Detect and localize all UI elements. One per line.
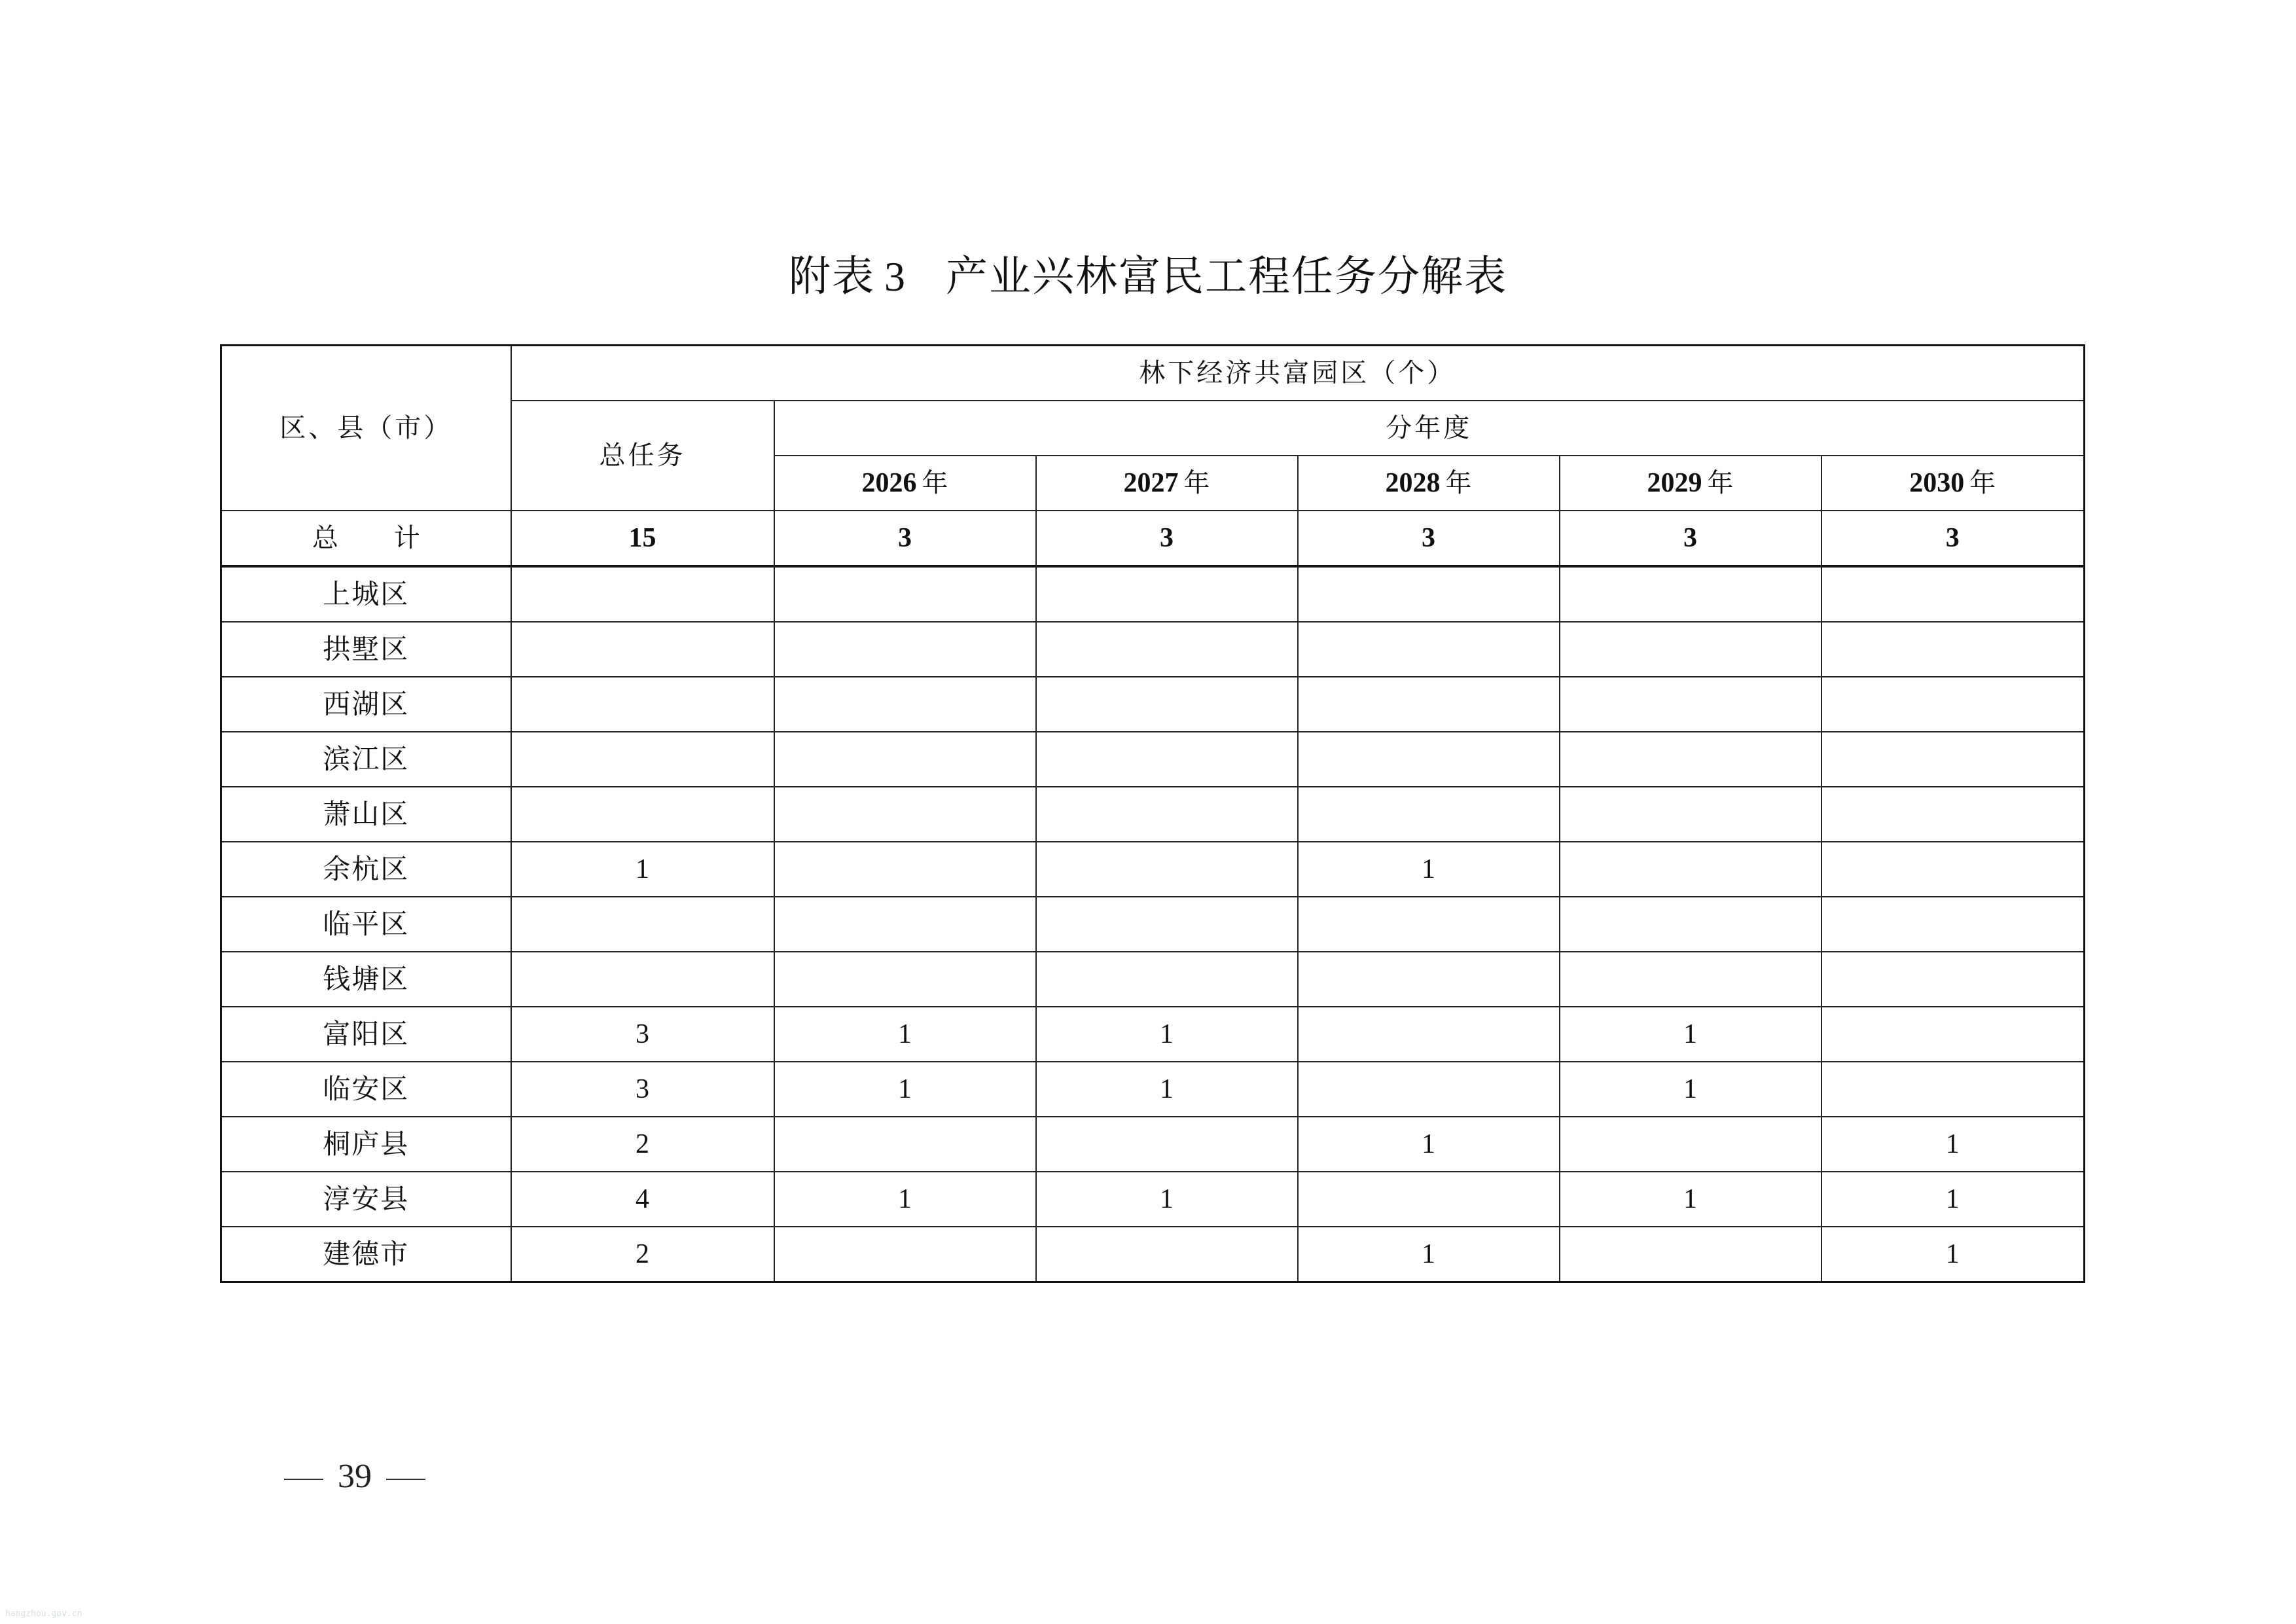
- district-year-value: 1: [1821, 1227, 2085, 1282]
- district-year-value: [774, 1227, 1036, 1282]
- by-year-header: 分年度: [774, 401, 2085, 456]
- district-name: 上城区: [221, 566, 511, 622]
- year-suffix: 年: [922, 468, 948, 498]
- district-year-value: 1: [1298, 1227, 1560, 1282]
- district-total: 1: [511, 842, 774, 897]
- year-suffix: 年: [1183, 468, 1210, 498]
- district-year-value: [774, 842, 1036, 897]
- district-year-value: [1821, 1062, 2085, 1117]
- district-year-value: [774, 787, 1036, 842]
- district-total: [511, 566, 774, 622]
- district-year-value: [1821, 1007, 2085, 1062]
- total-row: [221, 511, 2085, 566]
- district-total: [511, 897, 774, 952]
- table-row: [221, 952, 2085, 1007]
- page-title: [0, 247, 2296, 306]
- total-row-2028: 3: [1298, 511, 1560, 566]
- district-name: 临安区: [221, 1062, 511, 1117]
- district-year-value: 1: [1560, 1062, 1821, 1117]
- district-total: [511, 952, 774, 1007]
- district-year-value: [1036, 952, 1298, 1007]
- district-year-value: [1036, 1117, 1298, 1172]
- year-value: 2028: [1385, 468, 1441, 498]
- district-year-value: [774, 1117, 1036, 1172]
- district-year-value: [1560, 1227, 1821, 1282]
- district-total: 3: [511, 1062, 774, 1117]
- district-year-value: [1036, 622, 1298, 677]
- district-year-value: [774, 732, 1036, 787]
- district-year-value: 1: [774, 1062, 1036, 1117]
- dash-left: [284, 1479, 323, 1480]
- district-year-value: [1560, 897, 1821, 952]
- district-total: 2: [511, 1117, 774, 1172]
- title-prefix: 附表: [789, 253, 875, 301]
- district-year-value: 1: [1560, 1172, 1821, 1227]
- district-year-value: [1298, 677, 1560, 732]
- year-header-2030: [1821, 456, 2085, 511]
- district-year-value: [774, 566, 1036, 622]
- district-total: [511, 677, 774, 732]
- district-total: [511, 622, 774, 677]
- district-name: 拱墅区: [221, 622, 511, 677]
- year-suffix: 年: [1707, 468, 1734, 498]
- district-name: 淳安县: [221, 1172, 511, 1227]
- district-year-value: 1: [1036, 1172, 1298, 1227]
- district-year-value: [1821, 622, 2085, 677]
- district-year-value: [774, 622, 1036, 677]
- district-year-value: [1036, 566, 1298, 622]
- district-name: 萧山区: [221, 787, 511, 842]
- district-year-value: [1298, 1007, 1560, 1062]
- year-header-2026: [774, 456, 1036, 511]
- year-header-2027: [1036, 456, 1298, 511]
- district-year-value: 1: [774, 1172, 1036, 1227]
- table-row: [221, 897, 2085, 952]
- table-row: [221, 1007, 2085, 1062]
- district-year-value: [1298, 897, 1560, 952]
- watermark: hangzhou.gov.cn: [5, 1609, 82, 1619]
- district-year-value: 1: [1821, 1172, 2085, 1227]
- district-year-value: [1036, 677, 1298, 732]
- district-year-value: [1560, 732, 1821, 787]
- district-year-value: [1560, 622, 1821, 677]
- district-name: 滨江区: [221, 732, 511, 787]
- table-row: [221, 677, 2085, 732]
- district-year-value: [1560, 842, 1821, 897]
- table-row: [221, 622, 2085, 677]
- year-suffix: 年: [1969, 468, 1996, 498]
- title-text: 产业兴林富民工程任务分解表: [946, 253, 1507, 301]
- district-year-value: 1: [1560, 1007, 1821, 1062]
- district-year-value: [1298, 1172, 1560, 1227]
- district-year-value: [1036, 1227, 1298, 1282]
- year-value: 2027: [1123, 468, 1179, 498]
- district-year-value: [1821, 566, 2085, 622]
- district-year-value: [774, 897, 1036, 952]
- district-year-value: 1: [1298, 1117, 1560, 1172]
- district-year-value: [1298, 732, 1560, 787]
- district-year-value: [774, 952, 1036, 1007]
- total-row-total: 15: [511, 511, 774, 566]
- district-total: 2: [511, 1227, 774, 1282]
- district-name: 西湖区: [221, 677, 511, 732]
- page-number: [270, 1457, 440, 1496]
- district-year-value: [1821, 897, 2085, 952]
- year-value: 2030: [1909, 468, 1965, 498]
- district-total: 3: [511, 1007, 774, 1062]
- title-number: 3: [884, 253, 906, 300]
- task-breakdown-table: [220, 344, 2085, 1283]
- district-year-value: [1821, 952, 2085, 1007]
- district-year-value: [774, 677, 1036, 732]
- table-row: [221, 1227, 2085, 1282]
- table-row: [221, 1117, 2085, 1172]
- district-name: 余杭区: [221, 842, 511, 897]
- district-year-value: [1821, 787, 2085, 842]
- district-name: 建德市: [221, 1227, 511, 1282]
- district-total: 4: [511, 1172, 774, 1227]
- district-year-value: [1298, 1062, 1560, 1117]
- district-year-value: [1298, 622, 1560, 677]
- district-year-value: [1036, 732, 1298, 787]
- district-year-value: [1298, 566, 1560, 622]
- district-rows: [221, 566, 2085, 1282]
- district-year-value: [1036, 897, 1298, 952]
- district-year-value: 1: [1821, 1117, 2085, 1172]
- group-header: 林下经济共富园区（个）: [511, 346, 2085, 401]
- district-year-value: [1036, 787, 1298, 842]
- district-year-value: [1036, 842, 1298, 897]
- district-year-value: 1: [1036, 1007, 1298, 1062]
- district-year-value: [1298, 952, 1560, 1007]
- total-row-2026: 3: [774, 511, 1036, 566]
- district-year-value: [1298, 787, 1560, 842]
- year-header-2029: [1560, 456, 1821, 511]
- total-row-2029: 3: [1560, 511, 1821, 566]
- district-name: 钱塘区: [221, 952, 511, 1007]
- table-row: [221, 732, 2085, 787]
- district-name: 临平区: [221, 897, 511, 952]
- table-row: [221, 1062, 2085, 1117]
- table-row: [221, 787, 2085, 842]
- district-year-value: [1560, 1117, 1821, 1172]
- district-total: [511, 732, 774, 787]
- year-value: 2029: [1647, 468, 1702, 498]
- district-year-value: [1821, 842, 2085, 897]
- district-year-value: [1560, 787, 1821, 842]
- year-value: 2026: [861, 468, 917, 498]
- year-header-2028: [1298, 456, 1560, 511]
- total-row-2027: 3: [1036, 511, 1298, 566]
- table-row: [221, 1172, 2085, 1227]
- district-name: 富阳区: [221, 1007, 511, 1062]
- table-row: [221, 842, 2085, 897]
- district-year-value: [1821, 677, 2085, 732]
- district-year-value: [1560, 677, 1821, 732]
- district-total: [511, 787, 774, 842]
- table-row: [221, 566, 2085, 622]
- page-number-value: 39: [338, 1458, 372, 1495]
- year-suffix: 年: [1445, 468, 1472, 498]
- district-column-header: 区、县（市）: [221, 346, 511, 511]
- total-row-2030: 3: [1821, 511, 2085, 566]
- district-year-value: 1: [1036, 1062, 1298, 1117]
- district-year-value: 1: [1298, 842, 1560, 897]
- district-year-value: [1560, 952, 1821, 1007]
- total-task-header: 总任务: [511, 401, 774, 511]
- district-year-value: [1821, 732, 2085, 787]
- district-year-value: [1560, 566, 1821, 622]
- district-year-value: 1: [774, 1007, 1036, 1062]
- total-row-label: 总 计: [221, 511, 511, 566]
- district-name: 桐庐县: [221, 1117, 511, 1172]
- dash-right: [386, 1479, 425, 1480]
